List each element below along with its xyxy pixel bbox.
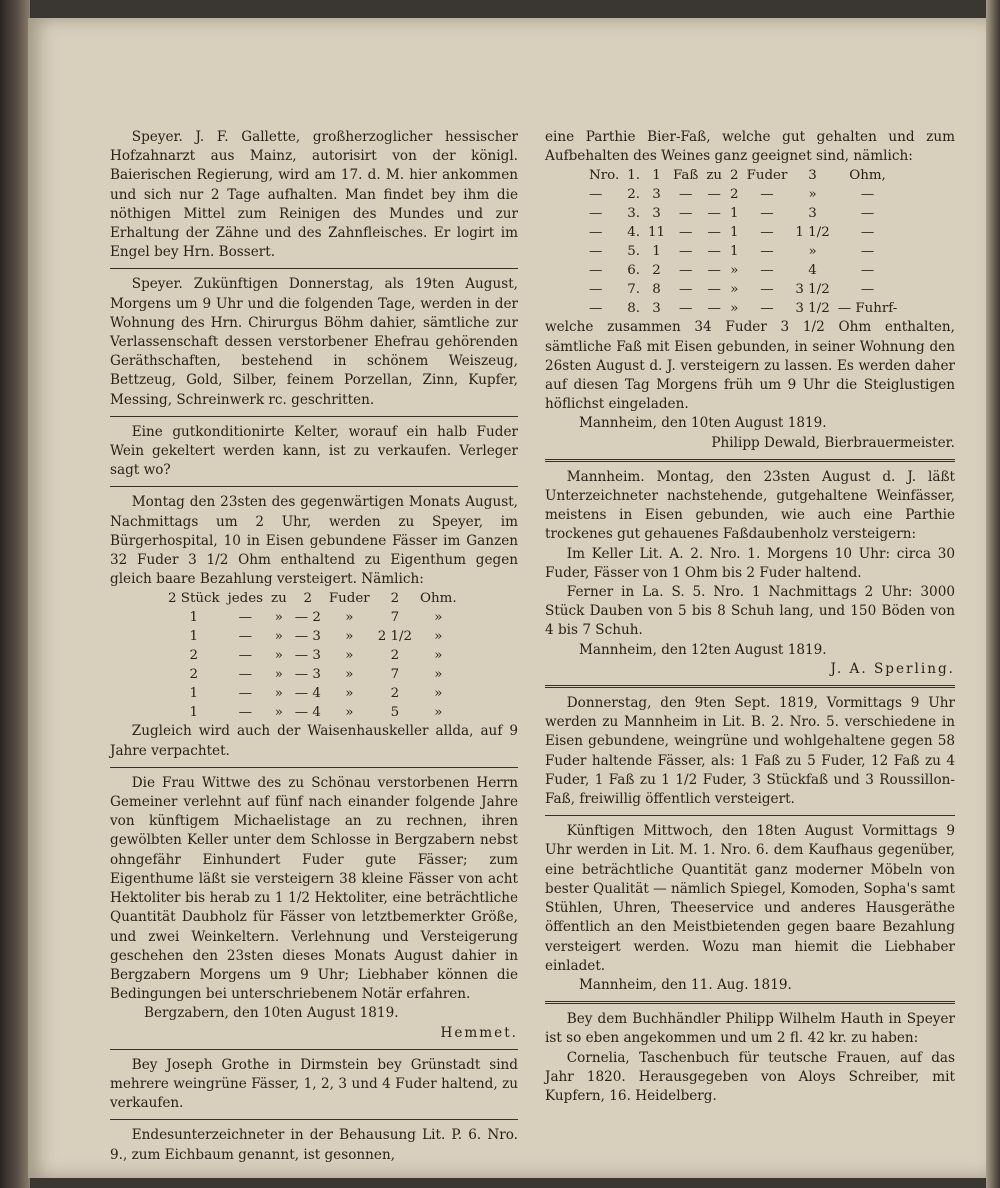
table-cell: 2 [730, 168, 739, 184]
table-row [164, 627, 461, 646]
table-cell: 2 1/2 [377, 629, 413, 645]
table-cell: — [589, 244, 603, 260]
ad-text: Die Frau Wittwe des zu Schönau verstorbenen Herrn Gemeiner verlehnt auf fünf nach einander folgende Jahre von künftigem Michaelistage an zu rechnen, ihren gewölbten Keller unter dem Schlosse in Bergzabern nebst ohngefähr Einhundert Fuder gute Fässer; zum Eigenthume läßt sie versteigern 38 kleine Fässer von acht Hektoliter bis herab zu 1 1/2 Hektoliter, eine beträchtliche Quantität Daubholz für Fässer von letztbemerkter Größe, und zwei Weinkeltern. Verlehnung und Versteigerung geschehen den 23sten dieses Monats August dahier in Bergzabern Morgens um 9 Uhr; Liebhaber können die Bedingungen bei unterschriebenem Notär erfahren. [110, 774, 518, 1003]
table-row [164, 665, 461, 684]
table-row [164, 684, 461, 703]
table-cell: Ohm, [849, 168, 886, 184]
ad-eichbaum [110, 1126, 518, 1164]
table-cell: — [589, 206, 603, 222]
table-cell: 3 [808, 206, 817, 222]
table-cell: — [760, 187, 774, 203]
table-cell: 5. [627, 244, 640, 260]
table-row [585, 299, 901, 318]
ad-text: Bey dem Buchhändler Philipp Wilhelm Hauth in Speyer ist so eben angekommen und um 2 fl. 42 kr. zu haben: [545, 1011, 955, 1047]
barrel-list-table [585, 166, 901, 318]
ad-bergzabern-cellar [110, 774, 518, 1043]
divider [110, 767, 518, 768]
table-cell: » [730, 301, 739, 317]
table-cell: 2. [627, 187, 640, 203]
table-cell: — [760, 225, 774, 241]
table-cell: 8. [627, 301, 640, 317]
ad-footer: Zugleich wird auch der Waisenhauskeller allda, auf 9 Jahre verpachtet. [110, 723, 518, 759]
ad-text: Speyer. Zukünftigen Donnerstag, als 19ten August, Morgens um 9 Uhr und die folgenden Tage, werden in der Wohnung des Hrn. Chirurgus Böhm dahier, sämtliche zur Verlassenschaft dessen verstorbener Ehefrau gehörenden Geräthschaften, bestehend in schönem Weiszeug, Bettzeug, Gold, Silber, feinem Porzellan, Zinn, Kupfer, Messing, Schreinwerk rc. geschritten. [110, 276, 518, 408]
table-cell: — [678, 282, 693, 298]
table-cell: 1 [189, 705, 199, 721]
table-cell: 1 1/2 [795, 225, 830, 241]
table-cell: — [589, 187, 603, 203]
ad-signature: Philipp Dewald, Bierbrauermeister. [711, 434, 955, 451]
table-cell: » [345, 705, 354, 721]
table-cell: — [760, 301, 774, 317]
page-edge [986, 0, 1000, 1188]
divider [110, 1119, 518, 1120]
ad-mannheim-fasser [545, 694, 955, 809]
ad-signature: Hemmet. [440, 1024, 518, 1041]
table-cell: Faß [673, 168, 699, 184]
ad-signature: J. A. Sperling. [830, 660, 955, 677]
ad-buergerhospital [110, 493, 518, 760]
barrel-table [164, 589, 461, 722]
table-cell: — [707, 282, 721, 298]
table-cell: 2 [189, 667, 199, 683]
table-cell: » [730, 263, 739, 279]
table-cell: » [274, 629, 283, 645]
table-cell: — Fuhrf- [837, 301, 898, 317]
table-cell: — [589, 263, 603, 279]
table-cell: — [589, 301, 603, 317]
table-cell: 2 [189, 648, 199, 664]
table-cell: Ohm. [420, 591, 457, 607]
table-cell: Fuder [328, 591, 370, 607]
table-cell: » [434, 610, 443, 626]
table-cell: jedes [227, 591, 264, 607]
table-cell: — [860, 225, 875, 241]
table-cell: 3. [627, 206, 640, 222]
ad-date: Mannheim, den 10ten August 1819. [579, 415, 827, 432]
divider [545, 1001, 955, 1004]
table-cell: 2 [652, 263, 661, 279]
table-cell: » [274, 705, 283, 721]
ad-text: welche zusammen 34 Fuder 3 1/2 Ohm enthalten, sämtliche Faß mit Eisen gebunden, in seiner Wohnung den 26sten August d. J. versteigern zu lassen. Es werden daher auf diesen Tag Morgens früh um 9 Uhr die Steiglustigen höflichst eingeladen. [545, 319, 955, 413]
table-cell: — [860, 244, 875, 260]
table-cell: zu [706, 168, 723, 184]
table-cell: » [434, 686, 443, 702]
ad-text: Donnerstag, den 9ten Sept. 1819, Vormittags 9 Uhr werden zu Mannheim in Lit. B. 2. Nro. 5. verschiedene in Eisen gebundene, weingrüne und wohlgehaltene gegen 58 Fuder haltende Fässer, als: 1 Faß zu 5 Fuder, 12 Faß zu 4 Fuder, 1 Faß zu 1 1/2 Fuder, 3 Stückfaß und 3 Roussillon-Faß, freiwillig öffentlich versteigert. [545, 695, 955, 808]
table-cell: 7. [627, 282, 640, 298]
table-cell: 8 [652, 282, 661, 298]
table-cell: — [860, 206, 875, 222]
table-cell: — [707, 187, 721, 203]
ad-sperling-mannheim [545, 468, 955, 679]
table-cell: — [707, 301, 721, 317]
table-cell: 1 [730, 206, 739, 222]
table-row [164, 703, 461, 722]
ad-date: Mannheim, den 11. Aug. 1819. [579, 976, 792, 993]
table-cell: 1 [730, 225, 739, 241]
table-cell: » [345, 610, 354, 626]
table-cell: 2 [303, 591, 313, 607]
ad-furniture-auction [545, 822, 955, 995]
table-cell: — [238, 610, 252, 626]
table-cell: 1 [189, 610, 199, 626]
book-spine [0, 0, 30, 1188]
table-cell: — [760, 206, 774, 222]
ad-dewald-beer-barrels [545, 128, 955, 453]
table-row [585, 242, 901, 261]
ad-text: Künftigen Mittwoch, den 18ten August Vormittags 9 Uhr werden in Lit. M. 1. Nro. 6. dem Kaufhaus gegenüber, eine beträchtliche Quantität ganz moderner Möbeln von bester Qualität — nämlich Spiegel, Komoden, Sopha's samt Stühlen, Uhren, Theeservice und anderes Hausgeräthe öffentlich an den Meistbietenden gegen baare Bezahlung versteigert werden. Wozu man hiemit die Liebhaber einladet. [545, 823, 956, 974]
table-cell: — [678, 263, 693, 279]
ad-grothe-barrels [110, 1056, 518, 1114]
table-cell: » [808, 187, 817, 203]
table-cell: 3 [808, 168, 817, 184]
table-cell: 2 Stück [168, 591, 220, 607]
table-cell: — 2 [294, 610, 321, 626]
table-cell: — [678, 244, 693, 260]
table-cell: 3 [652, 206, 661, 222]
table-cell: — [238, 686, 252, 702]
ad-text: Speyer. J. F. Gallette, großherzoglicher hessischer Hofzahnarzt aus Mainz, autorisirt von der königl. Baierischen Regierung, wird am 17. d. M. hier ankommen und sich nur 2 Tage aufhalten. Man findet bey ihm die nöthigen Mittel zum Reinigen des Mundes und zur Erhaltung der Zähne und des Zahnfleisches. Er logirt im Engel bey Hrn. Bossert. [110, 129, 518, 261]
table-cell: 2 [730, 187, 739, 203]
table-cell: 4 [808, 263, 817, 279]
table-cell: 3 1/2 [795, 301, 830, 317]
divider [110, 268, 518, 269]
table-cell: 1 [652, 244, 661, 260]
table-cell: — [589, 282, 603, 298]
ad-text: Bey Joseph Grothe in Dirmstein bey Grünstadt sind mehrere weingrüne Fässer, 1, 2, 3 und 4 Fuder haltend, zu verkaufen. [110, 1056, 518, 1112]
ad-intro: eine Parthie Bier-Faß, welche gut gehalten und zum Aufbehalten des Weines ganz geeignet sind, nämlich: [545, 129, 955, 165]
table-cell: 11 [647, 225, 666, 241]
table-cell: — 4 [294, 686, 321, 702]
table-cell: Nro. [589, 168, 620, 184]
table-cell: » [808, 244, 817, 260]
table-cell: 2 [390, 591, 400, 607]
table-cell: Fuder [746, 168, 788, 184]
table-cell: » [730, 282, 739, 298]
table-cell: — [860, 282, 875, 298]
ad-kelter [110, 423, 518, 481]
table-row [585, 204, 901, 223]
table-cell: 2 [390, 648, 400, 664]
table-cell: — [860, 263, 875, 279]
table-cell: 7 [390, 610, 400, 626]
table-cell: — [678, 225, 693, 241]
ad-date: Bergzabern, den 10ten August 1819. [144, 1005, 399, 1022]
table-cell: — [707, 225, 721, 241]
table-row [585, 185, 901, 204]
ad-text: Mannheim. Montag, den 23sten August d. J. läßt Unterzeichneter nachstehende, gutgehaltene Weinfässer, meistens in Eisen gebunden, wie auch eine Parthie trockenes gut gehauenes Faßdaubenholz versteigern: [545, 468, 955, 543]
ad-text: Montag den 23sten des gegenwärtigen Monats August, Nachmittags um 2 Uhr, werden zu Speyer, im Bürgerhospital, 10 in Eisen gebundene Fässer im Ganzen 32 Fuder 3 1/2 Ohm enthaltend zu Eigenthum gegen gleich baare Bezahlung versteigert. Nämlich: [110, 494, 518, 588]
table-cell: — [760, 282, 774, 298]
table-cell: — [238, 667, 252, 683]
table-cell: 7 [390, 667, 400, 683]
ad-date: Mannheim, den 12ten August 1819. [579, 641, 827, 658]
table-row [164, 608, 461, 627]
table-cell: 2 [390, 686, 400, 702]
ad-boehm-estate [110, 275, 518, 409]
table-row [585, 280, 901, 299]
table-cell: 1 [730, 244, 739, 260]
table-cell: » [274, 648, 283, 664]
ad-hauth-bookseller [545, 1010, 955, 1106]
left-column [110, 128, 518, 1165]
divider [110, 416, 518, 417]
table-cell: — 3 [294, 667, 321, 683]
table-row [585, 223, 901, 242]
table-cell: zu [271, 591, 287, 607]
table-cell: — [678, 187, 693, 203]
table-cell: » [274, 686, 283, 702]
table-cell: — [760, 244, 774, 260]
table-cell: — [760, 263, 774, 279]
divider [545, 685, 955, 688]
ad-text: Eine gutkonditionirte Kelter, worauf ein halb Fuder Wein gekeltert werden kann, ist zu verkaufen. Verleger sagt wo? [110, 423, 518, 479]
table-cell: » [434, 629, 443, 645]
divider [110, 1049, 518, 1050]
ad-item: Im Keller Lit. A. 2. Nro. 1. Morgens 10 Uhr: circa 30 Fuder, Fässer von 1 Ohm bis 2 Fuder haltend. [545, 545, 955, 581]
table-row [585, 166, 901, 185]
table-cell: 3 [652, 187, 661, 203]
table-cell: » [434, 648, 443, 664]
table-header-row [164, 589, 461, 608]
table-cell: » [345, 667, 354, 683]
divider [110, 486, 518, 487]
ad-book: Cornelia, Taschenbuch für teutsche Frauen, auf das Jahr 1820. Herausgegeben von Aloys Schreiber, mit Kupfern, 16. Heidelberg. [545, 1049, 955, 1104]
table-cell: — [238, 629, 252, 645]
table-cell: » [274, 667, 283, 683]
table-row [585, 261, 901, 280]
table-cell: 1 [189, 686, 199, 702]
table-cell: 1. [627, 168, 640, 184]
divider [545, 815, 955, 816]
table-cell: — 3 [294, 629, 321, 645]
table-cell: — [707, 263, 721, 279]
table-cell: — [707, 206, 721, 222]
ad-text: Endesunterzeichneter in der Behausung Lit. P. 6. Nro. 9., zum Eichbaum genannt, ist gesonnen, [110, 1127, 518, 1163]
table-cell: — [860, 187, 875, 203]
table-cell: 4. [627, 225, 640, 241]
table-cell: 1 [652, 168, 661, 184]
table-cell: — [678, 206, 693, 222]
table-cell: — [589, 225, 603, 241]
table-cell: — [238, 705, 252, 721]
table-cell: » [345, 686, 354, 702]
table-cell: — 3 [294, 648, 321, 664]
ad-gallette-dentist [110, 128, 518, 262]
divider [545, 459, 955, 462]
table-cell: » [434, 705, 443, 721]
table-cell: » [345, 629, 354, 645]
table-cell: 3 1/2 [795, 282, 830, 298]
table-cell: 3 [652, 301, 661, 317]
table-row [164, 646, 461, 665]
right-column [545, 128, 955, 1106]
ad-item: Ferner in La. S. 5. Nro. 1 Nachmittags 2 Uhr: 3000 Stück Dauben von 5 bis 8 Schuh lang, und 150 Böden von 4 bis 7 Schuh. [545, 584, 955, 639]
table-cell: — [678, 301, 693, 317]
table-cell: 1 [189, 629, 199, 645]
table-cell: 6. [627, 263, 640, 279]
table-cell: » [274, 610, 283, 626]
table-cell: 5 [390, 705, 400, 721]
table-cell: — [238, 648, 252, 664]
table-cell: » [345, 648, 354, 664]
table-cell: » [434, 667, 443, 683]
table-cell: — [707, 244, 721, 260]
table-cell: — 4 [294, 705, 321, 721]
